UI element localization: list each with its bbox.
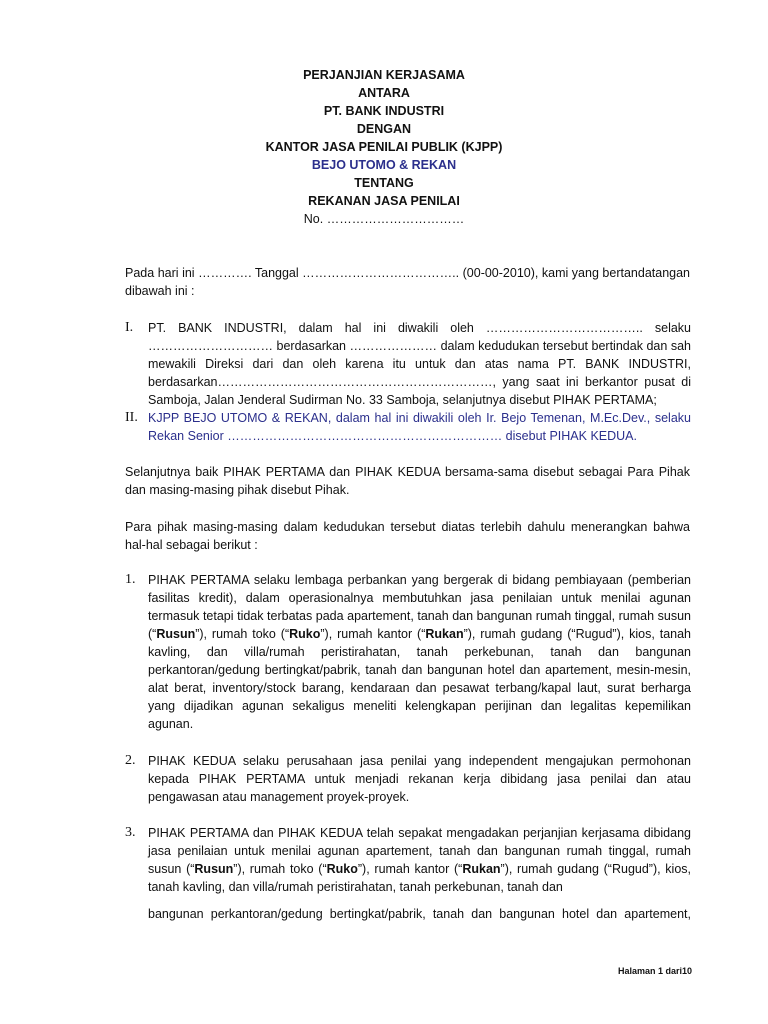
item-1-part-b: ”), rumah toko (“ (195, 627, 290, 641)
item-3-text (148, 824, 691, 896)
item-3-ruko: Ruko (326, 862, 358, 876)
party-1-number: I. (125, 320, 134, 335)
title-line-7: TENTANG (354, 176, 414, 190)
title-line-1: PERJANJIAN KERJASAMA (303, 68, 465, 82)
item-1-number: 1. (125, 572, 136, 587)
item-3-rusun: Rusun (194, 862, 234, 876)
item-3-part-b: ”), rumah toko (“ (233, 862, 327, 876)
title-line-8: REKANAN JASA PENILAI (308, 194, 460, 208)
title-line-4: DENGAN (356, 122, 412, 136)
item-2-number: 2. (125, 753, 136, 768)
paragraph-para-pihak: Selanjutnya baik PIHAK PERTAMA dan PIHAK KEDUA bersama-sama disebut sebagai Para Pihak dan masing-masing pihak disebut Pihak. (125, 465, 690, 497)
page-footer: Halaman 1 dari10 (617, 966, 692, 976)
item-3-continuation: bangunan perkantoran/gedung bertingkat/pabrik, tanah dan bangunan hotel dan apartement, (148, 907, 691, 921)
item-1-text (148, 571, 691, 733)
agreement-number: No. …………………………… (303, 212, 465, 226)
party-2-number: II. (125, 410, 138, 425)
title-line-6: BEJO UTOMO & REKAN (311, 158, 457, 172)
title-line-2: ANTARA (358, 86, 410, 100)
item-3-part-d: ”), rumah gudang (“Rugud”), kios, tanah kavling, dan villa/rumah peristirahatan, tanah perkebunan, tanah dan (148, 862, 692, 894)
item-2-text: PIHAK KEDUA selaku perusahaan jasa penilai yang independent mengajukan permohonan kepada PIHAK PERTAMA untuk menjadi rekanan kerja dibidang jasa penilai dan atau pengawasan atau management proyek-proyek. (148, 754, 691, 804)
title-line-3: PT. BANK INDUSTRI (323, 104, 445, 118)
item-1-part-c: ”), rumah kantor (“ (320, 627, 426, 641)
item-3-number: 3. (125, 825, 136, 840)
item-3-part-a: PIHAK PERTAMA dan PIHAK KEDUA telah sepakat mengadakan perjanjian kerjasama dibidang jasa penilaian untuk menilai agunan apartement, tanah dan bangunan rumah tinggal, rumah susun (“ (148, 826, 691, 876)
item-1-part-a: PIHAK PERTAMA selaku lembaga perbankan yang bergerak di bidang pembiayaan (pemberian fasilitas kredit), dalam operasionalnya membutuhkan jasa penilaian untuk menilai agunan termasuk tetapi tidak terbatas pada apartement, tanah dan bangunan rumah tinggal, rumah susun (“ (148, 573, 691, 641)
paragraph-menerangkan: Para pihak masing-masing dalam kedudukan tersebut diatas terlebih dahulu menerangkan bahwa hal-hal sebagai berikut : (125, 520, 690, 552)
document-title-block (0, 66, 768, 228)
intro-paragraph: Pada hari ini …………. Tanggal ……………………………….. (00-00-2010), kami yang bertandatangan dibawah ini : (125, 266, 690, 298)
title-line-5: KANTOR JASA PENILAI PUBLIK (KJPP) (265, 140, 503, 154)
item-1-rukan: Rukan (425, 627, 464, 641)
party-1-text: PT. BANK INDUSTRI, dalam hal ini diwakili oleh ……………………………….. selaku ………………………… berdasarkan ………………… dalam kedudukan tersebut bertindak dan sah mewakili Direksi dari dan oleh karena itu untuk dan atas nama PT. BANK INDUSTRI, berdasarkan…………………………………………………………, yang saat ini berkantor pusat di Samboja, Jalan Jenderal Sudirman No. 33 Samboja, selanjutnya disebut PIHAK PERTAMA; (148, 321, 691, 407)
item-1-ruko: Ruko (289, 627, 321, 641)
item-3-part-c: ”), rumah kantor (“ (357, 862, 463, 876)
item-1-part-d: ”), rumah gudang (“Rugud”), kios, tanah kavling, dan villa/rumah peristirahatan, tanah perkebunan, tanah dan bangunan perkantoran/gedung bertingkat/pabrik, tanah dan bangunan hotel dan apartement, mesin-mesin, alat berat, inventory/stock barang, kendaraan dan pesawat terbang/kapal laut, surat berharga yang dijadikan agunan sekaligus meneliti kelengkapan perijinan dan legalitas kepemilikan agunan. (148, 627, 691, 731)
party-2-text: KJPP BEJO UTOMO & REKAN, dalam hal ini diwakili oleh Ir. Bejo Temenan, M.Ec.Dev., selaku Rekan Senior ………………………………………………………… disebut PIHAK KEDUA. (148, 411, 691, 443)
item-1-rusun: Rusun (156, 627, 196, 641)
item-3-rukan: Rukan (462, 862, 501, 876)
